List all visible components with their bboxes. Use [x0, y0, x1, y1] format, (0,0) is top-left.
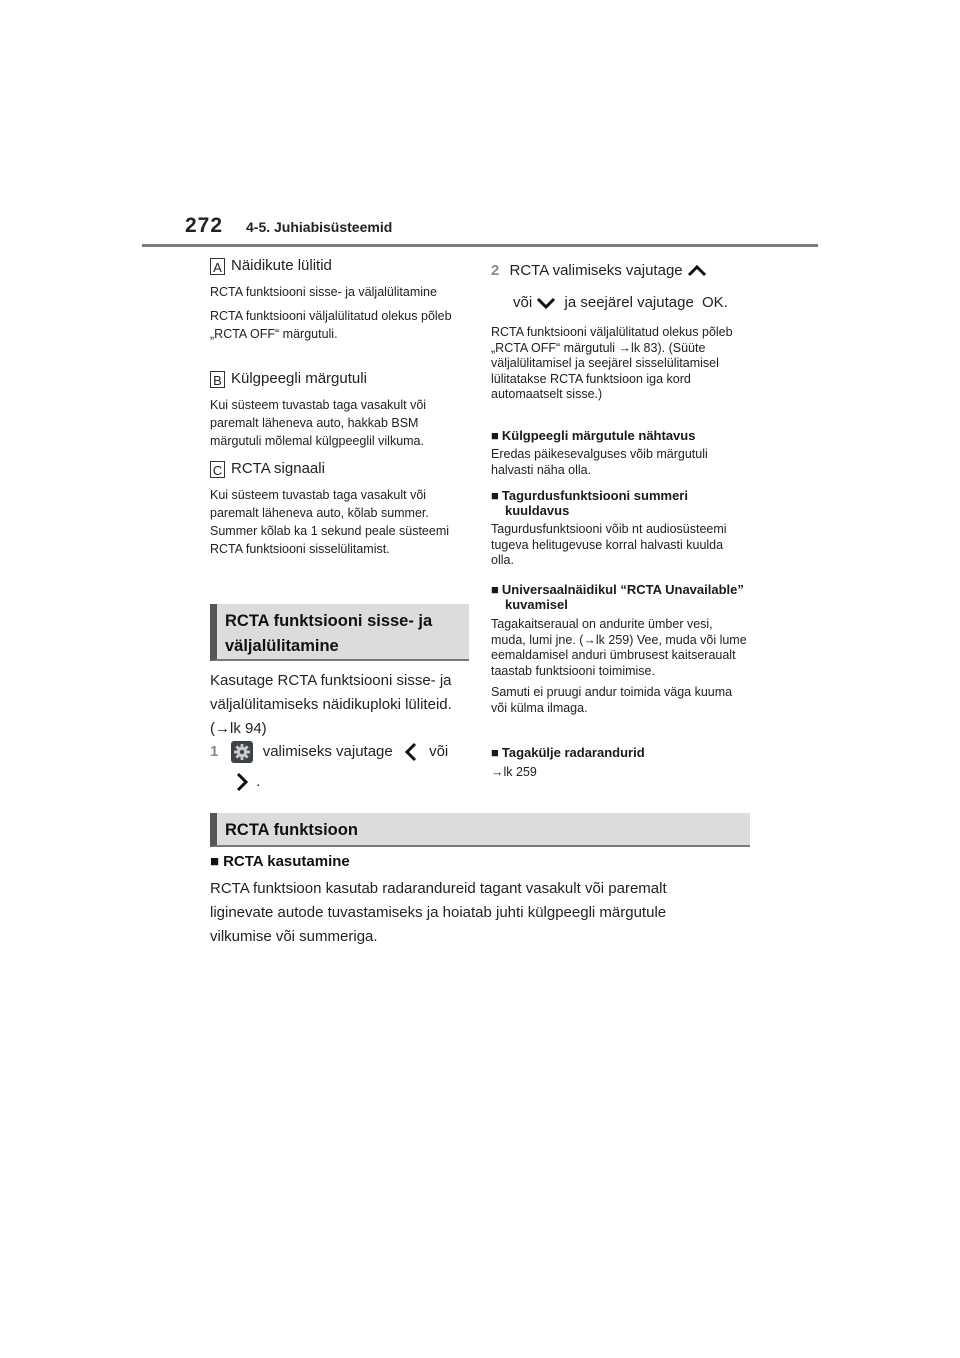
- note-2-body: Tagurdusfunktsiooni võib nt audiosüsteemi tugeva helitugevuse korral halvasti kuulda olla.: [491, 522, 727, 567]
- square-bullet-icon: ■: [491, 745, 499, 760]
- note-4-title: Tagakülje radarandurid: [501, 745, 645, 760]
- note-visibility: [491, 428, 753, 478]
- item-b: [210, 370, 470, 450]
- note-2-title: Tagurdusfunktsiooni summeri kuuldavus: [501, 488, 688, 518]
- note-radar: [491, 745, 749, 781]
- step-1-text-b: või: [429, 743, 449, 760]
- note-unavailable: [491, 582, 749, 716]
- item-b-title: Külgpeegli märgutuli: [231, 370, 367, 387]
- intro-text: Kasutage RCTA funktsiooni sisse- ja väljalülitamiseks näidikuploki lüliteid. (→lk 94): [210, 672, 452, 737]
- item-a-desc2: RCTA funktsiooni väljalülitatud olekus põleb „RCTA OFF“ märgutuli.: [210, 308, 452, 341]
- section-band-function: [210, 813, 750, 847]
- item-c-title: RCTA signaali: [231, 460, 325, 477]
- step-1-number: 1: [210, 743, 219, 760]
- item-c: [210, 460, 472, 558]
- label-c: C: [210, 461, 225, 478]
- note-audibility: [491, 488, 749, 569]
- step-2-note: RCTA funktsiooni väljalülitatud olekus põleb „RCTA OFF“ märgutuli →lk 83). (Süüte väljalülitamisel ja seejärel sisselülitamisel lülitatakse RCTA funktsioon iga kord automaatselt sisse.): [491, 325, 733, 401]
- page-number: 272: [185, 214, 224, 237]
- item-c-desc1: Kui süsteem tuvastab taga vasakult või paremalt läheneva auto, kõlab summer. Summer kõlab ka 1 sekund peale süsteemi RCTA funktsiooni sisselülitamist.: [210, 487, 450, 556]
- square-bullet-icon: ■: [210, 853, 220, 870]
- note-3-body2: Samuti ei pruugi andur toimida väga kuuma või külma ilmaga.: [491, 685, 733, 715]
- square-bullet-icon: ■: [491, 488, 499, 503]
- chevron-up-icon: [687, 259, 707, 283]
- note-1-body: Eredas päikesevalguses võib märgutuli halvasti näha olla.: [491, 447, 708, 477]
- item-b-desc1: Kui süsteem tuvastab taga vasakult või paremalt läheneva auto, hakkab BSM märgutuli mõlemal külgpeeglil vilkuma.: [210, 397, 427, 448]
- note-1-title: Külgpeegli märgutule nähtavus: [501, 428, 696, 443]
- step-2: [491, 259, 756, 315]
- step-2-text-a: RCTA valimiseks vajutage: [509, 262, 683, 279]
- chevron-right-icon: [236, 770, 248, 794]
- chevron-left-icon: [405, 740, 417, 764]
- section-title: 4-5. Juhiabisüsteemid: [246, 219, 393, 235]
- step-1-text-c: .: [256, 773, 261, 791]
- step-2-text-b: või: [513, 294, 533, 312]
- sub-heading: [210, 853, 350, 870]
- item-a: [210, 257, 470, 343]
- step-2-text-c: ja seejärel vajutage: [564, 294, 694, 312]
- band-title-line1: RCTA funktsiooni sisse- ja: [225, 612, 433, 630]
- section-band-toggle: [210, 604, 469, 661]
- function-paragraph: RCTA funktsioon kasutab radarandureid tagant vasakult või paremalt liginevate autode tuvastamiseks ja hoiatab juhti külgpeegli märgutule vilkumise või summeriga.: [210, 880, 667, 945]
- label-b: B: [210, 371, 225, 388]
- note-3-body: Tagakaitseraual on andurite ümber vesi, muda, lumi jne. (→lk 259) Vee, muda või lume eemaldamisel anduri ümbrusest kaitseraualt taastab funktsiooni toimimise.: [491, 617, 747, 678]
- ok-button-label: OK: [701, 294, 724, 312]
- note-3-title: Universaalnäidikul “RCTA Unavailable” kuvamisel: [501, 582, 744, 612]
- square-bullet-icon: ■: [491, 582, 499, 597]
- item-a-title: Näidikute lülitid: [231, 257, 332, 274]
- step-2-text-d: .: [723, 294, 728, 312]
- label-a: A: [210, 258, 225, 275]
- step-2-number: 2: [491, 262, 500, 279]
- header-rule: [142, 244, 818, 247]
- chevron-down-icon: [536, 291, 556, 315]
- note-4-body: →lk 259: [491, 765, 537, 779]
- band-title-function: RCTA funktsioon: [225, 821, 358, 839]
- gear-icon: [231, 740, 253, 764]
- item-a-desc1: RCTA funktsiooni sisse- ja väljalülitamine: [210, 284, 437, 299]
- step-1: [210, 740, 472, 794]
- band-title-line2: väljalülitamine: [225, 637, 339, 655]
- sub-heading-text: RCTA kasutamine: [223, 853, 350, 870]
- square-bullet-icon: ■: [491, 428, 499, 443]
- step-1-text-a: valimiseks vajutage: [262, 743, 393, 760]
